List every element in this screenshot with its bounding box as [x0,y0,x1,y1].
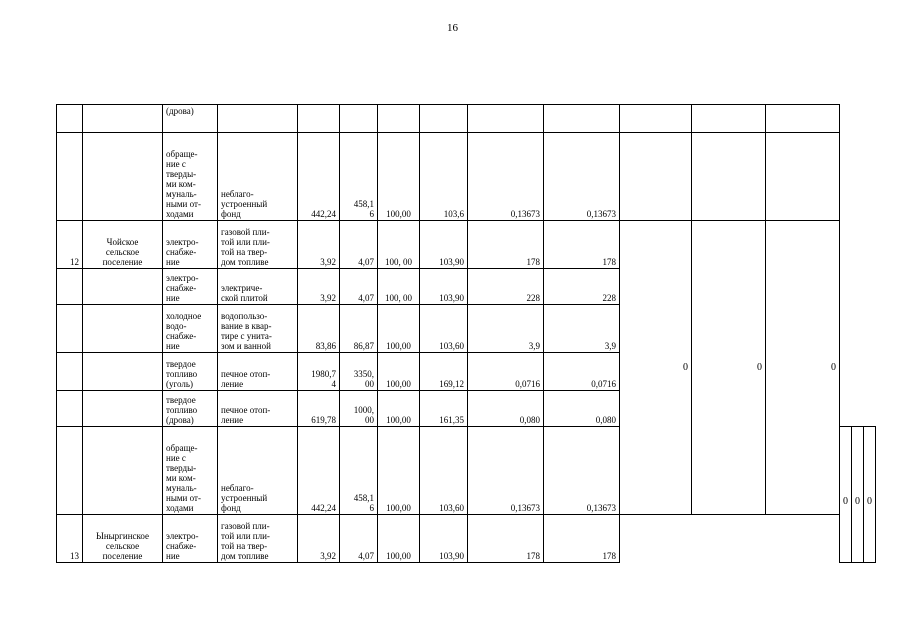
service-cell: холодное водо- снабже- ние [163,305,218,353]
service-cell: электро- снабже- ние [163,269,218,305]
settlement-cell [83,427,163,515]
value-cell: 169,12 [420,353,468,391]
value-cell: 100,00 [378,133,420,221]
value-cell: 0,13673 [468,427,544,515]
summary-cell [692,105,766,133]
value-cell: 0,13673 [468,133,544,221]
value-cell [298,105,340,133]
value-cell: 442,24 [298,427,340,515]
value-cell: 100,00 [378,305,420,353]
value-cell: 103,60 [420,427,468,515]
service-cell: электро- снабже- ние [163,221,218,269]
value-cell: 178 [468,515,544,563]
value-cell [340,105,378,133]
summary-cell-b: 0 [852,427,864,563]
value-cell: 3350, 00 [340,353,378,391]
row-number-cell [57,427,83,515]
tariff-table [56,104,876,563]
page-number: 16 [447,22,458,34]
description-cell: электриче- ской плитой [218,269,298,305]
value-cell: 103,90 [420,221,468,269]
description-cell: водопользо- вание в квар- тире с унита- зом и ванной [218,305,298,353]
value-cell: 103,90 [420,515,468,563]
value-cell: 3,92 [298,269,340,305]
summary-cell [766,105,840,133]
value-cell: 161,35 [420,391,468,427]
settlement-cell: Чойское сельское поселение [83,221,163,269]
value-cell: 1980,7 4 [298,353,340,391]
value-cell: 4,07 [340,221,378,269]
summary-cell-a: 0 [840,427,852,563]
table-row [57,221,876,269]
row-number-cell: 12 [57,221,83,269]
value-cell: 458,1 6 [340,427,378,515]
description-cell: неблаго- устроенный фонд [218,427,298,515]
value-cell: 100,00 [378,427,420,515]
row-number-cell: 13 [57,515,83,563]
description-cell: печное отоп- ление [218,353,298,391]
description-cell: газовой пли- той или пли- той на твер- дом топливе [218,221,298,269]
value-cell: 442,24 [298,133,340,221]
settlement-cell [83,305,163,353]
settlement-cell [83,269,163,305]
summary-cell [692,133,766,221]
value-cell: 178 [544,221,620,269]
value-cell: 228 [468,269,544,305]
settlement-cell [83,133,163,221]
summary-cell [620,105,692,133]
value-cell [420,105,468,133]
settlement-cell: Ыныргинское сельское поселение [83,515,163,563]
summary-cell-a: 0 [620,221,692,515]
value-cell: 178 [544,515,620,563]
value-cell: 1000, 00 [340,391,378,427]
value-cell: 100,00 [378,391,420,427]
description-cell: газовой пли- той или пли- той на твер- дом топливе [218,515,298,563]
value-cell: 86,87 [340,305,378,353]
value-cell [544,105,620,133]
description-cell: неблаго- устроенный фонд [218,133,298,221]
value-cell: 100,00 [378,353,420,391]
value-cell: 0,0716 [544,353,620,391]
value-cell: 103,60 [420,305,468,353]
summary-cell-c: 0 [864,427,876,563]
row-number-cell [57,353,83,391]
row-number-cell [57,269,83,305]
value-cell [378,105,420,133]
summary-cell [620,133,692,221]
table-row [57,105,876,133]
value-cell: 83,86 [298,305,340,353]
row-number-cell [57,305,83,353]
settlement-cell [83,105,163,133]
value-cell: 100, 00 [378,221,420,269]
service-cell: обраще- ние с тверды- ми ком- муналь- ными от- ходами [163,133,218,221]
value-cell: 100,00 [378,515,420,563]
value-cell: 4,07 [340,269,378,305]
value-cell: 3,92 [298,221,340,269]
value-cell: 0,080 [544,391,620,427]
value-cell: 619,78 [298,391,340,427]
value-cell: 4,07 [340,515,378,563]
service-cell: твердое топливо (дрова) [163,391,218,427]
value-cell: 0,0716 [468,353,544,391]
service-cell: электро- снабже- ние [163,515,218,563]
settlement-cell [83,391,163,427]
value-cell: 3,9 [544,305,620,353]
service-cell: (дрова) [163,105,218,133]
description-cell: печное отоп- ление [218,391,298,427]
value-cell: 178 [468,221,544,269]
row-number-cell [57,133,83,221]
value-cell: 100, 00 [378,269,420,305]
service-cell: обраще- ние с тверды- ми ком- муналь- ными от- ходами [163,427,218,515]
table-row [57,515,876,563]
summary-cell-b: 0 [692,221,766,515]
value-cell: 3,9 [468,305,544,353]
value-cell: 0,13673 [544,427,620,515]
value-cell: 228 [544,269,620,305]
settlement-cell [83,353,163,391]
value-cell: 458,1 6 [340,133,378,221]
row-number-cell [57,105,83,133]
value-cell: 3,92 [298,515,340,563]
description-cell [218,105,298,133]
value-cell [468,105,544,133]
value-cell: 103,90 [420,269,468,305]
row-number-cell [57,391,83,427]
table-row [57,133,876,221]
summary-cell [766,133,840,221]
summary-cell-c: 0 [766,221,840,515]
service-cell: твердое топливо (уголь) [163,353,218,391]
value-cell: 103,6 [420,133,468,221]
value-cell: 0,080 [468,391,544,427]
value-cell: 0,13673 [544,133,620,221]
